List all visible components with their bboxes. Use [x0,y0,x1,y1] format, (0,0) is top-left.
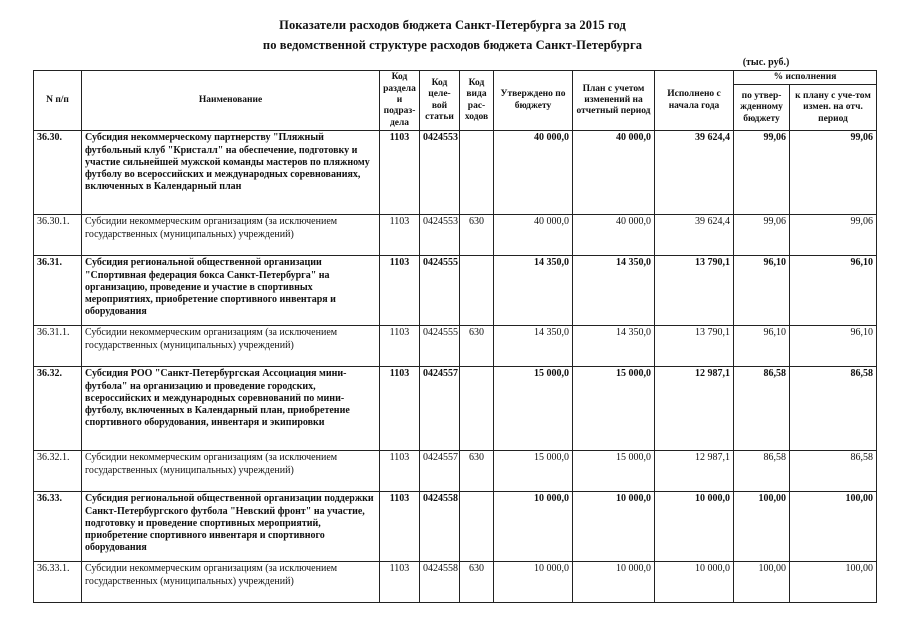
row-type-code [460,131,494,215]
table-row [34,256,877,326]
row-pct-plan: 86,58 [790,451,877,492]
budget-table [33,70,877,603]
row-approved: 14 350,0 [494,256,573,326]
row-plan: 10 000,0 [573,492,655,562]
row-approved: 15 000,0 [494,367,573,451]
row-type-code: 630 [460,215,494,256]
row-pct-approved: 99,06 [734,215,790,256]
row-plan: 15 000,0 [573,367,655,451]
units-label: (тыс. руб.) [742,57,790,68]
row-name: Субсидии некоммерческим организациям (за исключением государственных (муниципальных) учреждений) [82,215,380,256]
row-executed: 13 790,1 [655,326,734,367]
row-executed: 12 987,1 [655,451,734,492]
table-row [34,326,877,367]
table-header-row-1 [34,71,877,85]
row-target-code: 0424553 [420,215,460,256]
row-section-code: 1103 [380,326,420,367]
row-plan: 40 000,0 [573,131,655,215]
row-target-code: 0424558 [420,562,460,603]
row-name: Субсидии некоммерческим организациям (за исключением государственных (муниципальных) учреждений) [82,326,380,367]
row-type-code [460,492,494,562]
row-approved: 15 000,0 [494,451,573,492]
row-plan: 10 000,0 [573,562,655,603]
row-pct-plan: 100,00 [790,492,877,562]
row-num: 36.33.1. [34,562,82,603]
row-name: Субсидия РОО "Санкт-Петербургская Ассоциация мини-футбола" на организацию и проведение городских, всероссийских и международных соревнований по мини-футболу, включенных в Календарный план, приобретение спортивного оборудования, инвентаря и экипировки [82,367,380,451]
row-num: 36.32.1. [34,451,82,492]
row-approved: 14 350,0 [494,326,573,367]
col-executed-header: Исполнено с начала года [655,71,734,131]
row-section-code: 1103 [380,562,420,603]
col-section-header: Код раздела и подраз-дела [380,71,420,131]
col-approved-header: Утверждено по бюджету [494,71,573,131]
col-pct-group-header: % исполнения [734,71,877,85]
row-pct-approved: 99,06 [734,131,790,215]
row-pct-approved: 86,58 [734,451,790,492]
row-executed: 10 000,0 [655,492,734,562]
table-row [34,562,877,603]
row-pct-plan: 96,10 [790,256,877,326]
row-plan: 14 350,0 [573,326,655,367]
col-pct-plan-header: к плану с уче-том измен. на отч. период [790,85,877,131]
row-executed: 10 000,0 [655,562,734,603]
row-target-code: 0424558 [420,492,460,562]
report-subtitle: по ведомственной структуре расходов бюджета Санкт-Петербурга [262,38,643,52]
row-approved: 40 000,0 [494,215,573,256]
row-plan: 14 350,0 [573,256,655,326]
row-type-code: 630 [460,326,494,367]
col-pct-approved-header: по утвер-жденному бюджету [734,85,790,131]
table-row [34,367,877,451]
row-num: 36.30. [34,131,82,215]
col-plan-header: План с учетом изменений на отчетный период [573,71,655,131]
row-pct-approved: 96,10 [734,326,790,367]
table-row [34,131,877,215]
row-num: 36.31. [34,256,82,326]
row-executed: 12 987,1 [655,367,734,451]
col-name-header: Наименование [82,71,380,131]
row-section-code: 1103 [380,451,420,492]
row-executed: 39 624,4 [655,215,734,256]
col-num-header: N п/п [34,71,82,131]
table-row [34,451,877,492]
row-executed: 13 790,1 [655,256,734,326]
row-target-code: 0424555 [420,326,460,367]
row-approved: 10 000,0 [494,562,573,603]
col-type-header: Код вида рас-ходов [460,71,494,131]
row-pct-plan: 86,58 [790,367,877,451]
row-target-code: 0424557 [420,367,460,451]
row-type-code [460,367,494,451]
row-pct-approved: 96,10 [734,256,790,326]
row-type-code: 630 [460,562,494,603]
report-title: Показатели расходов бюджета Санкт-Петербурга за 2015 год [279,18,626,32]
row-type-code [460,256,494,326]
row-section-code: 1103 [380,215,420,256]
row-pct-plan: 100,00 [790,562,877,603]
row-name: Субсидия некоммерческому партнерству "Пляжный футбольный клуб "Кристалл" на обеспечение, подготовку и участие сильнейшей мужской команды мастеров по пляжному футболу во всероссийских и международных соревнованиях, включенных в Календарный план [82,131,380,215]
table-row [34,215,877,256]
row-pct-approved: 100,00 [734,562,790,603]
row-name: Субсидия региональной общественной организации "Спортивная федерация бокса Санкт-Петербурга" на организацию, проведение и участие в спортивных мероприятиях, приобретение спортивного инвентаря и оборудования [82,256,380,326]
row-num: 36.33. [34,492,82,562]
row-section-code: 1103 [380,256,420,326]
row-pct-approved: 86,58 [734,367,790,451]
row-approved: 10 000,0 [494,492,573,562]
row-plan: 40 000,0 [573,215,655,256]
row-section-code: 1103 [380,131,420,215]
row-name: Субсидия региональной общественной организации поддержки Санкт-Петербургского футбола "Невский фронт" на участие, подготовку и проведение спортивных мероприятий, приобретение спортивного инвентаря и спортивного оборудования [82,492,380,562]
row-num: 36.31.1. [34,326,82,367]
row-section-code: 1103 [380,492,420,562]
row-section-code: 1103 [380,367,420,451]
row-target-code: 0424555 [420,256,460,326]
row-type-code: 630 [460,451,494,492]
row-num: 36.32. [34,367,82,451]
row-approved: 40 000,0 [494,131,573,215]
row-num: 36.30.1. [34,215,82,256]
row-target-code: 0424553 [420,131,460,215]
row-pct-approved: 100,00 [734,492,790,562]
row-pct-plan: 96,10 [790,326,877,367]
row-plan: 15 000,0 [573,451,655,492]
row-target-code: 0424557 [420,451,460,492]
col-target-header: Код целе-вой статьи [420,71,460,131]
row-pct-plan: 99,06 [790,215,877,256]
row-name: Субсидии некоммерческим организациям (за исключением государственных (муниципальных) учреждений) [82,451,380,492]
row-name: Субсидии некоммерческим организациям (за исключением государственных (муниципальных) учреждений) [82,562,380,603]
table-body [34,131,877,603]
table-row [34,492,877,562]
row-pct-plan: 99,06 [790,131,877,215]
row-executed: 39 624,4 [655,131,734,215]
